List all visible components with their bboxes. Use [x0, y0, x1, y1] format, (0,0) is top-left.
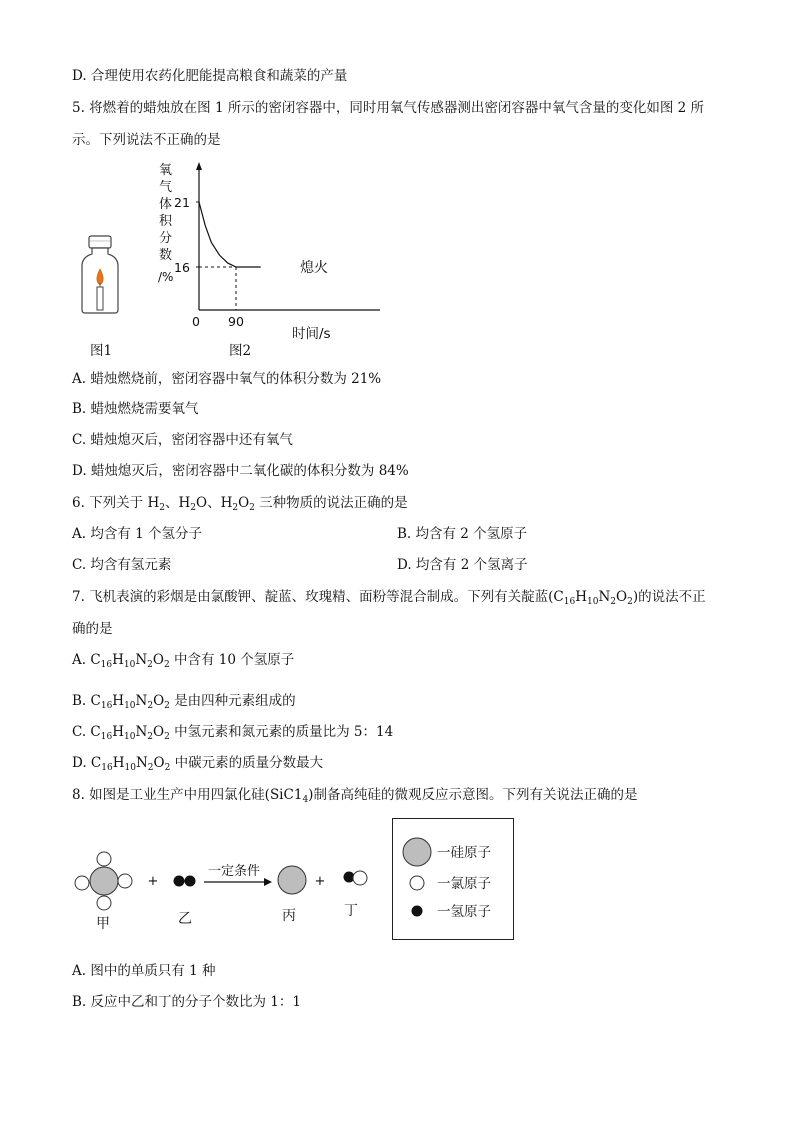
y-tick-label-16: 16 [174, 260, 190, 275]
q5-option-d: D. 蜡烛熄灭后，密闭容器中二氧化碳的体积分数为 84% [72, 463, 409, 479]
q6-option-c: C. 均含有氢元素 [72, 557, 172, 573]
q6-option-a: A. 均含有 1 个氢分子 [72, 526, 203, 542]
svg-text:积: 积 [159, 214, 173, 229]
figure1-candle-jar [74, 232, 124, 317]
figure2-oxygen-chart [150, 158, 380, 343]
legend-hydrogen-label: 一氢原子 [437, 904, 491, 920]
molecule-jia [75, 852, 132, 910]
svg-text:体: 体 [159, 197, 173, 212]
q5-stem-line2: 示。下列说法不正确的是 [72, 132, 221, 148]
q7-option-d: D. $C_{16}H_{10}N_2O_2$ 中碳元素的质量分数最大 [72, 755, 324, 773]
molecule-yi [174, 876, 196, 887]
svg-text:氧: 氧 [159, 163, 173, 178]
fig2-caption: 图2 [229, 343, 252, 359]
q7-option-b: B. $C_{16}H_{10}N_2O_2$ 是由四种元素组成的 [72, 693, 296, 711]
series-oxygen-line [199, 202, 261, 267]
label-yi: 乙 [178, 911, 192, 927]
legend-hydrogen-atom [412, 906, 423, 917]
y-axis-label [158, 163, 173, 284]
q8-stem: 8. 如图是工业生产中用四氯化硅$(SiC1_4)$制备高纯硅的微观反应示意图。下列有关说法正确的是 [72, 787, 638, 805]
q6-stem: 6. 下列关于 $H_2$、$H_2O$、$H_2O_2$ 三种物质的说法正确的是 [72, 495, 408, 513]
plus-sign-1: + [147, 874, 159, 889]
reaction-condition: 一定条件 [207, 864, 261, 879]
legend-chlorine-atom [410, 876, 424, 890]
label-ding: 丁 [344, 903, 358, 919]
fig1-caption: 图1 [90, 343, 113, 359]
arrow-head [264, 878, 272, 886]
x-tick-label-0: 0 [192, 314, 200, 329]
legend-silicon-label: 一硅原子 [437, 845, 491, 861]
molecule-bing [278, 866, 306, 894]
q7-stem-line1: 7. 飞机表演的彩烟是由氯酸钾、靛蓝、玫瑰精、面粉等混合制成。下列有关靛蓝$(C_{16}H_{10}N_2O_2)$的说法不正 [72, 589, 706, 607]
label-jia: 甲 [96, 916, 110, 932]
svg-text:/%: /% [158, 270, 174, 284]
jar-stopper [89, 236, 111, 248]
candle [97, 287, 103, 310]
svg-text:气: 气 [159, 180, 173, 195]
y-axis-arrow [196, 162, 202, 170]
svg-text:分: 分 [159, 231, 173, 246]
x-tick-label-90: 90 [228, 314, 244, 329]
q5-option-c: C. 蜡烛熄灭后，密闭容器中还有氧气 [72, 432, 293, 448]
plus-sign-2: + [314, 874, 326, 889]
legend-silicon-atom [403, 838, 431, 866]
q6-option-b: B. 均含有 2 个氢原子 [397, 526, 528, 542]
q6-option-d: D. 均含有 2 个氢离子 [397, 557, 528, 573]
legend-box [392, 818, 514, 940]
q5-option-b: B. 蜡烛燃烧需要氧气 [72, 401, 199, 417]
chart-annotation: 熄火 [300, 260, 328, 276]
q5-option-a: A. 蜡烛燃烧前，密闭容器中氧气的体积分数为 21% [72, 371, 382, 387]
y-tick-label-21: 21 [174, 195, 190, 210]
molecule-ding [344, 871, 368, 885]
q7-stem-line2: 确的是 [72, 621, 113, 637]
q8-option-b: B. 反应中乙和丁的分子个数比为 1：1 [72, 994, 301, 1010]
svg-text:数: 数 [159, 248, 173, 263]
label-bing: 丙 [282, 908, 296, 924]
q7-option-a: A. $C_{16}H_{10}N_2O_2$ 中含有 10 个氢原子 [72, 652, 295, 670]
x-axis-label: 时间/s [292, 326, 331, 342]
q7-option-c: C. $C_{16}H_{10}N_2O_2$ 中氢元素和氮元素的质量比为 5：14 [72, 724, 394, 742]
q4-option-d: D. 合理使用农药化肥能提高粮食和蔬菜的产量 [72, 68, 348, 84]
legend-chlorine-label: 一氯原子 [437, 876, 491, 892]
reaction-diagram [70, 840, 380, 940]
q8-option-a: A. 图中的单质只有 1 种 [72, 963, 216, 979]
q5-stem-line1: 5. 将燃着的蜡烛放在图 1 所示的密闭容器中，同时用氧气传感器测出密闭容器中氧气含量的变化如图 2 所 [72, 100, 705, 116]
